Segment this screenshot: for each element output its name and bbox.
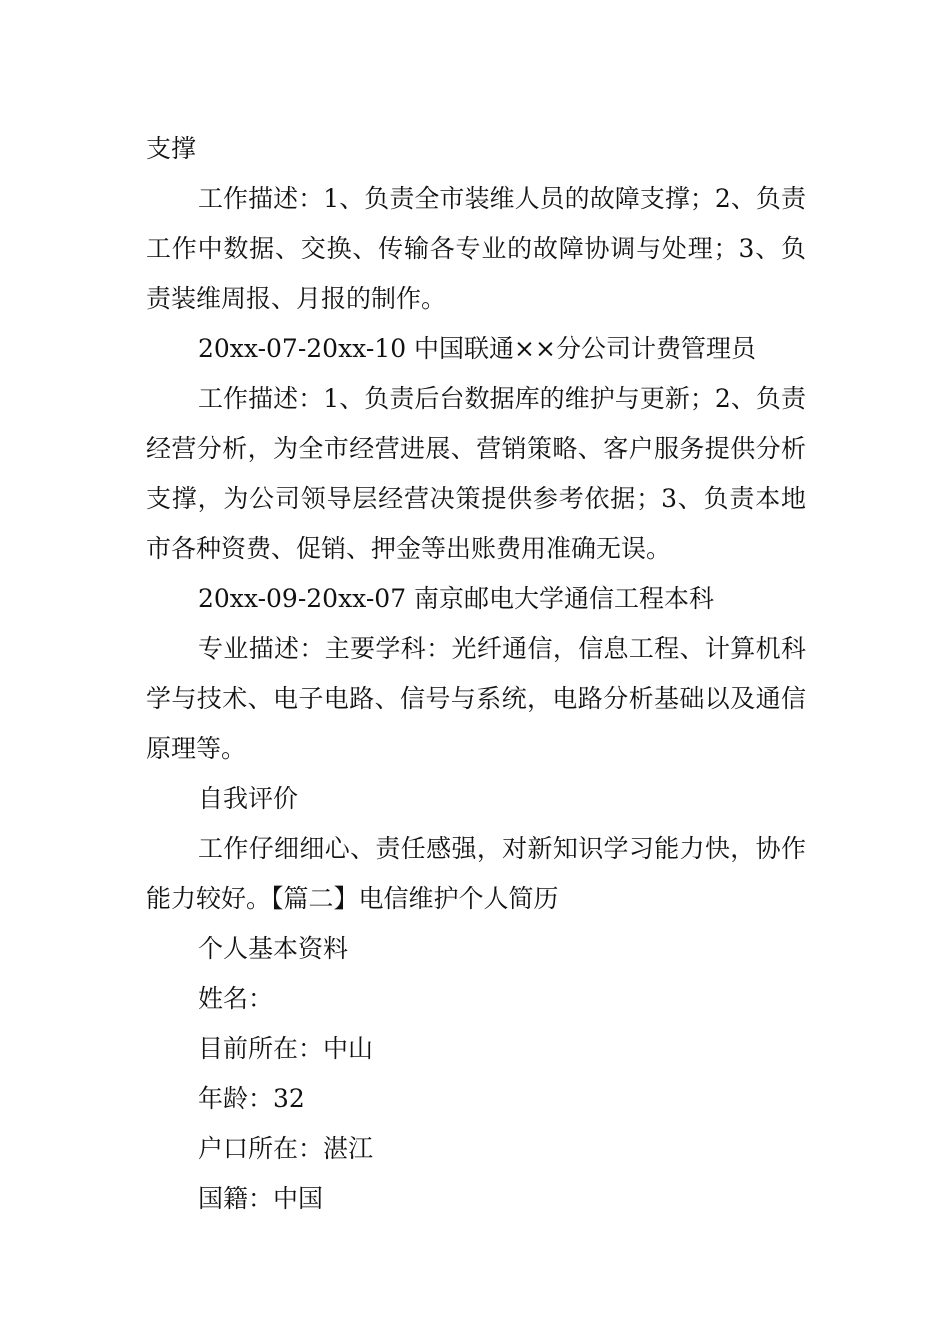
- paragraph-household-location: 户口所在：湛江: [198, 1134, 374, 1163]
- paragraph-self-evaluation-heading: 自我评价: [198, 784, 299, 813]
- paragraph-support-continued: 支撑: [146, 134, 197, 163]
- paragraph-job-period-2: 20xx-07-20xx-10 中国联通××分公司计费管理员: [198, 334, 756, 363]
- paragraph-current-location: 目前所在：中山: [198, 1034, 374, 1063]
- paragraph-nationality: 国籍：中国: [198, 1184, 324, 1213]
- paragraph-major-description: 专业描述：主要学科：光纤通信，信息工程、计算机科学与技术、电子电路、信号与系统，电路分析基础以及通信原理等。: [146, 634, 806, 763]
- paragraph-education-period: 20xx-09-20xx-07 南京邮电大学通信工程本科: [198, 584, 715, 613]
- paragraph-self-evaluation: 工作仔细细心、责任感强，对新知识学习能力快，协作能力较好。【篇二】电信维护个人简历: [146, 834, 806, 913]
- paragraph-basic-info-heading: 个人基本资料: [198, 934, 349, 963]
- paragraph-job-description-2: 工作描述：1、负责后台数据库的维护与更新；2、负责经营分析，为全市经营进展、营销策略、客户服务提供分析支撑，为公司领导层经营决策提供参考依据；3、负责本地市各种资费、促销、押金等出账费用准确无误。: [146, 384, 806, 563]
- paragraph-job-description-1: 工作描述：1、负责全市装维人员的故障支撑；2、负责工作中数据、交换、传输各专业的故障协调与处理；3、负责装维周报、月报的制作。: [146, 184, 806, 313]
- document-body: [146, 124, 806, 1224]
- paragraph-age: 年龄：32: [198, 1084, 305, 1113]
- paragraph-name-field: 姓名：: [198, 984, 274, 1013]
